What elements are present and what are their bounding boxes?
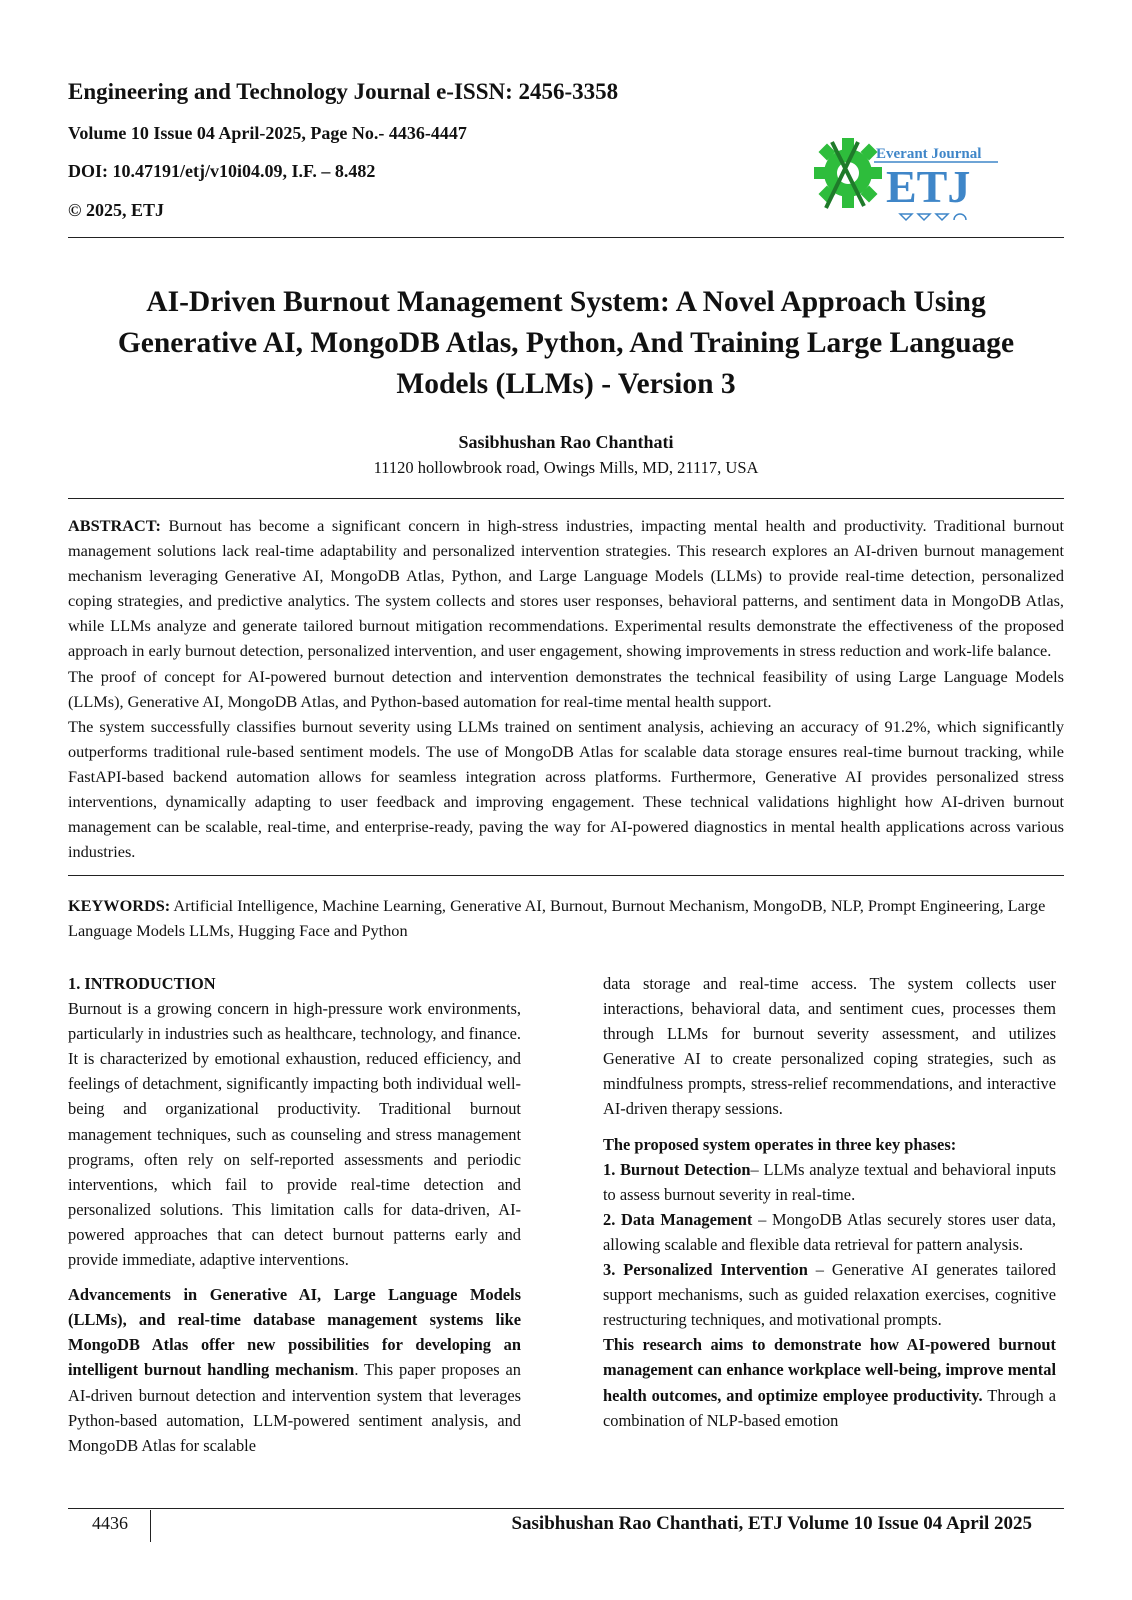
journal-title: Engineering and Technology Journal e-ISSN: 2456-3358 xyxy=(68,79,619,104)
phase-item xyxy=(603,1207,1056,1257)
right-column xyxy=(603,971,1056,1433)
journal-doi: DOI: 10.47191/etj/v10i04.09, I.F. – 8.482 xyxy=(68,161,376,182)
abstract-paragraph xyxy=(68,513,1064,664)
logo-top-text: Everant Journal xyxy=(876,146,982,162)
phase-text: – LLMs analyze textual and behavioral inputs to assess burnout severity in real-time. xyxy=(603,1159,1056,1204)
author-affiliation: 11120 hollowbrook road, Owings Mills, MD, 21117, USA xyxy=(373,458,759,477)
journal-header xyxy=(68,78,768,238)
abstract-paragraph: The proof of concept for AI-powered burnout detection and intervention demonstrates the technical feasibility of using Large Language Models (LLMs), Generative AI, MongoDB Atlas, and Python-based automation for real-time mental health support. xyxy=(68,666,1064,711)
body-text: . This paper proposes an AI-driven burnout detection and intervention system that leverages Python-based automation, LLM-powered sentiment analysis, and MongoDB Atlas for scalable xyxy=(68,1360,521,1455)
phase-label: 3. Personalized Intervention xyxy=(603,1260,808,1280)
author-name: Sasibhushan Rao Chanthati xyxy=(458,432,674,452)
etj-logo xyxy=(808,128,1018,228)
keywords-rule xyxy=(68,875,1064,876)
phase-label: 1. Burnout Detection xyxy=(603,1159,751,1179)
journal-volume: Volume 10 Issue 04 April-2025, Page No.- 4436-4447 xyxy=(68,122,467,143)
journal-copyright: © 2025, ETJ xyxy=(68,199,164,220)
keywords-text: Artificial Intelligence, Machine Learning, Generative AI, Burnout, Burnout Mechanism, MongoDB, NLP, Prompt Engineering, Large Language Models LLMs, Hugging Face and Python xyxy=(68,896,1046,940)
abstract-top-rule xyxy=(68,498,1064,499)
body-paragraph xyxy=(603,1332,1056,1432)
abstract xyxy=(68,513,1064,864)
footer-divider xyxy=(150,1510,151,1542)
footer-citation: Sasibhushan Rao Chanthati, ETJ Volume 10 Issue 04 April 2025 xyxy=(511,1513,1032,1534)
keywords xyxy=(68,893,1064,943)
section-heading: 1. INTRODUCTION xyxy=(68,974,216,993)
phase-item xyxy=(603,1157,1056,1207)
body-paragraph: Burnout is a growing concern in high-pressure work environments, particularly in industries such as healthcare, technology, and finance. It is characterized by emotional exhaustion, reduced efficiency, and feelings of detachment, significantly impacting both individual well-being and organizational productivity. Traditional burnout management techniques, such as counseling and stress management programs, often rely on self-reported assessments and periodic interventions, which fail to provide real-time detection and personalized solutions. This limitation calls for data-driven, AI-powered approaches that can detect burnout patterns early and provide immediate, adaptive interventions. xyxy=(68,999,521,1270)
bold-emphasis: Advancements in Generative AI, Large Language Models (LLMs), and real-time database management systems like MongoDB Atlas offer new possibilities for developing an intelligent burnout handling mechanism xyxy=(68,1285,521,1380)
body-paragraph xyxy=(68,1282,521,1458)
logo-main-text: ETJ xyxy=(886,161,971,212)
phase-text: – MongoDB Atlas securely stores user data, allowing scalable and flexible data retrieval for pattern analysis. xyxy=(603,1209,1056,1254)
keywords-label: KEYWORDS: xyxy=(68,896,171,915)
phase-text: – Generative AI generates tailored support mechanisms, such as guided relaxation exercises, cognitive restructuring techniques, and motivational prompts. xyxy=(603,1260,1056,1330)
abstract-paragraph: The system successfully classifies burnout severity using LLMs trained on sentiment analysis, achieving an accuracy of 91.2%, which significantly outperforms traditional rule-based sentiment models. The use of MongoDB Atlas for scalable data storage ensures real-time burnout tracking, while FastAPI-based backend automation allows for seamless integration across platforms. Furthermore, Generative AI provides personalized stress interventions, dynamically adapting to user feedback and improving engagement. These technical validations highlight how AI-driven burnout management can be scalable, real-time, and enterprise-ready, paving the way for AI-powered diagnostics in mental health applications across various industries. xyxy=(68,716,1064,862)
page-number: 4436 xyxy=(92,1513,128,1533)
phase-label: 2. Data Management xyxy=(603,1209,753,1229)
abstract-label: ABSTRACT: xyxy=(68,516,161,535)
phase-item xyxy=(603,1257,1056,1332)
bold-emphasis: This research aims to demonstrate how AI-powered burnout management can enhance workplace well-being, improve mental health outcomes, and optimize employee productivity. xyxy=(603,1335,1056,1405)
body-text: Through a combination of NLP-based emotion xyxy=(603,1385,1056,1430)
etj-logo-graphic xyxy=(808,128,1018,228)
body-paragraph: data storage and real-time access. The system collects user interactions, behavioral data, and sentiment cues, processes them through LLMs for burnout severity assessment, and utilizes Generative AI to create personalized coping strategies, such as mindfulness prompts, stress-relief recommendations, and interactive AI-driven therapy sessions. xyxy=(603,974,1056,1119)
left-column xyxy=(68,971,521,1458)
footer-rule xyxy=(68,1508,1064,1509)
header-rule xyxy=(68,237,1064,238)
paper-title: AI-Driven Burnout Management System: A Novel Approach Using Generative AI, MongoDB Atlas, Python, And Training Large Language Models (LLMs) - Version 3 xyxy=(117,286,1015,400)
abstract-text-1: Burnout has become a significant concern in high-stress industries, impacting mental health and productivity. Traditional burnout management solutions lack real-time adaptability and personalized intervention strategies. This research explores an AI-driven burnout management mechanism leveraging Generative AI, MongoDB Atlas, Python, and Large Language Models (LLMs) to provide real-time detection, personalized coping strategies, and predictive analytics. The system collects and stores user responses, behavioral patterns, and sentiment data in MongoDB Atlas, while LLMs analyze and generate tailored burnout mitigation recommendations. Experimental results demonstrate the effectiveness of the proposed approach in early burnout detection, personalized intervention, and user engagement, showing improvements in stress reduction and work-life balance. xyxy=(68,516,1064,661)
phases-heading: The proposed system operates in three key phases: xyxy=(603,1134,957,1154)
